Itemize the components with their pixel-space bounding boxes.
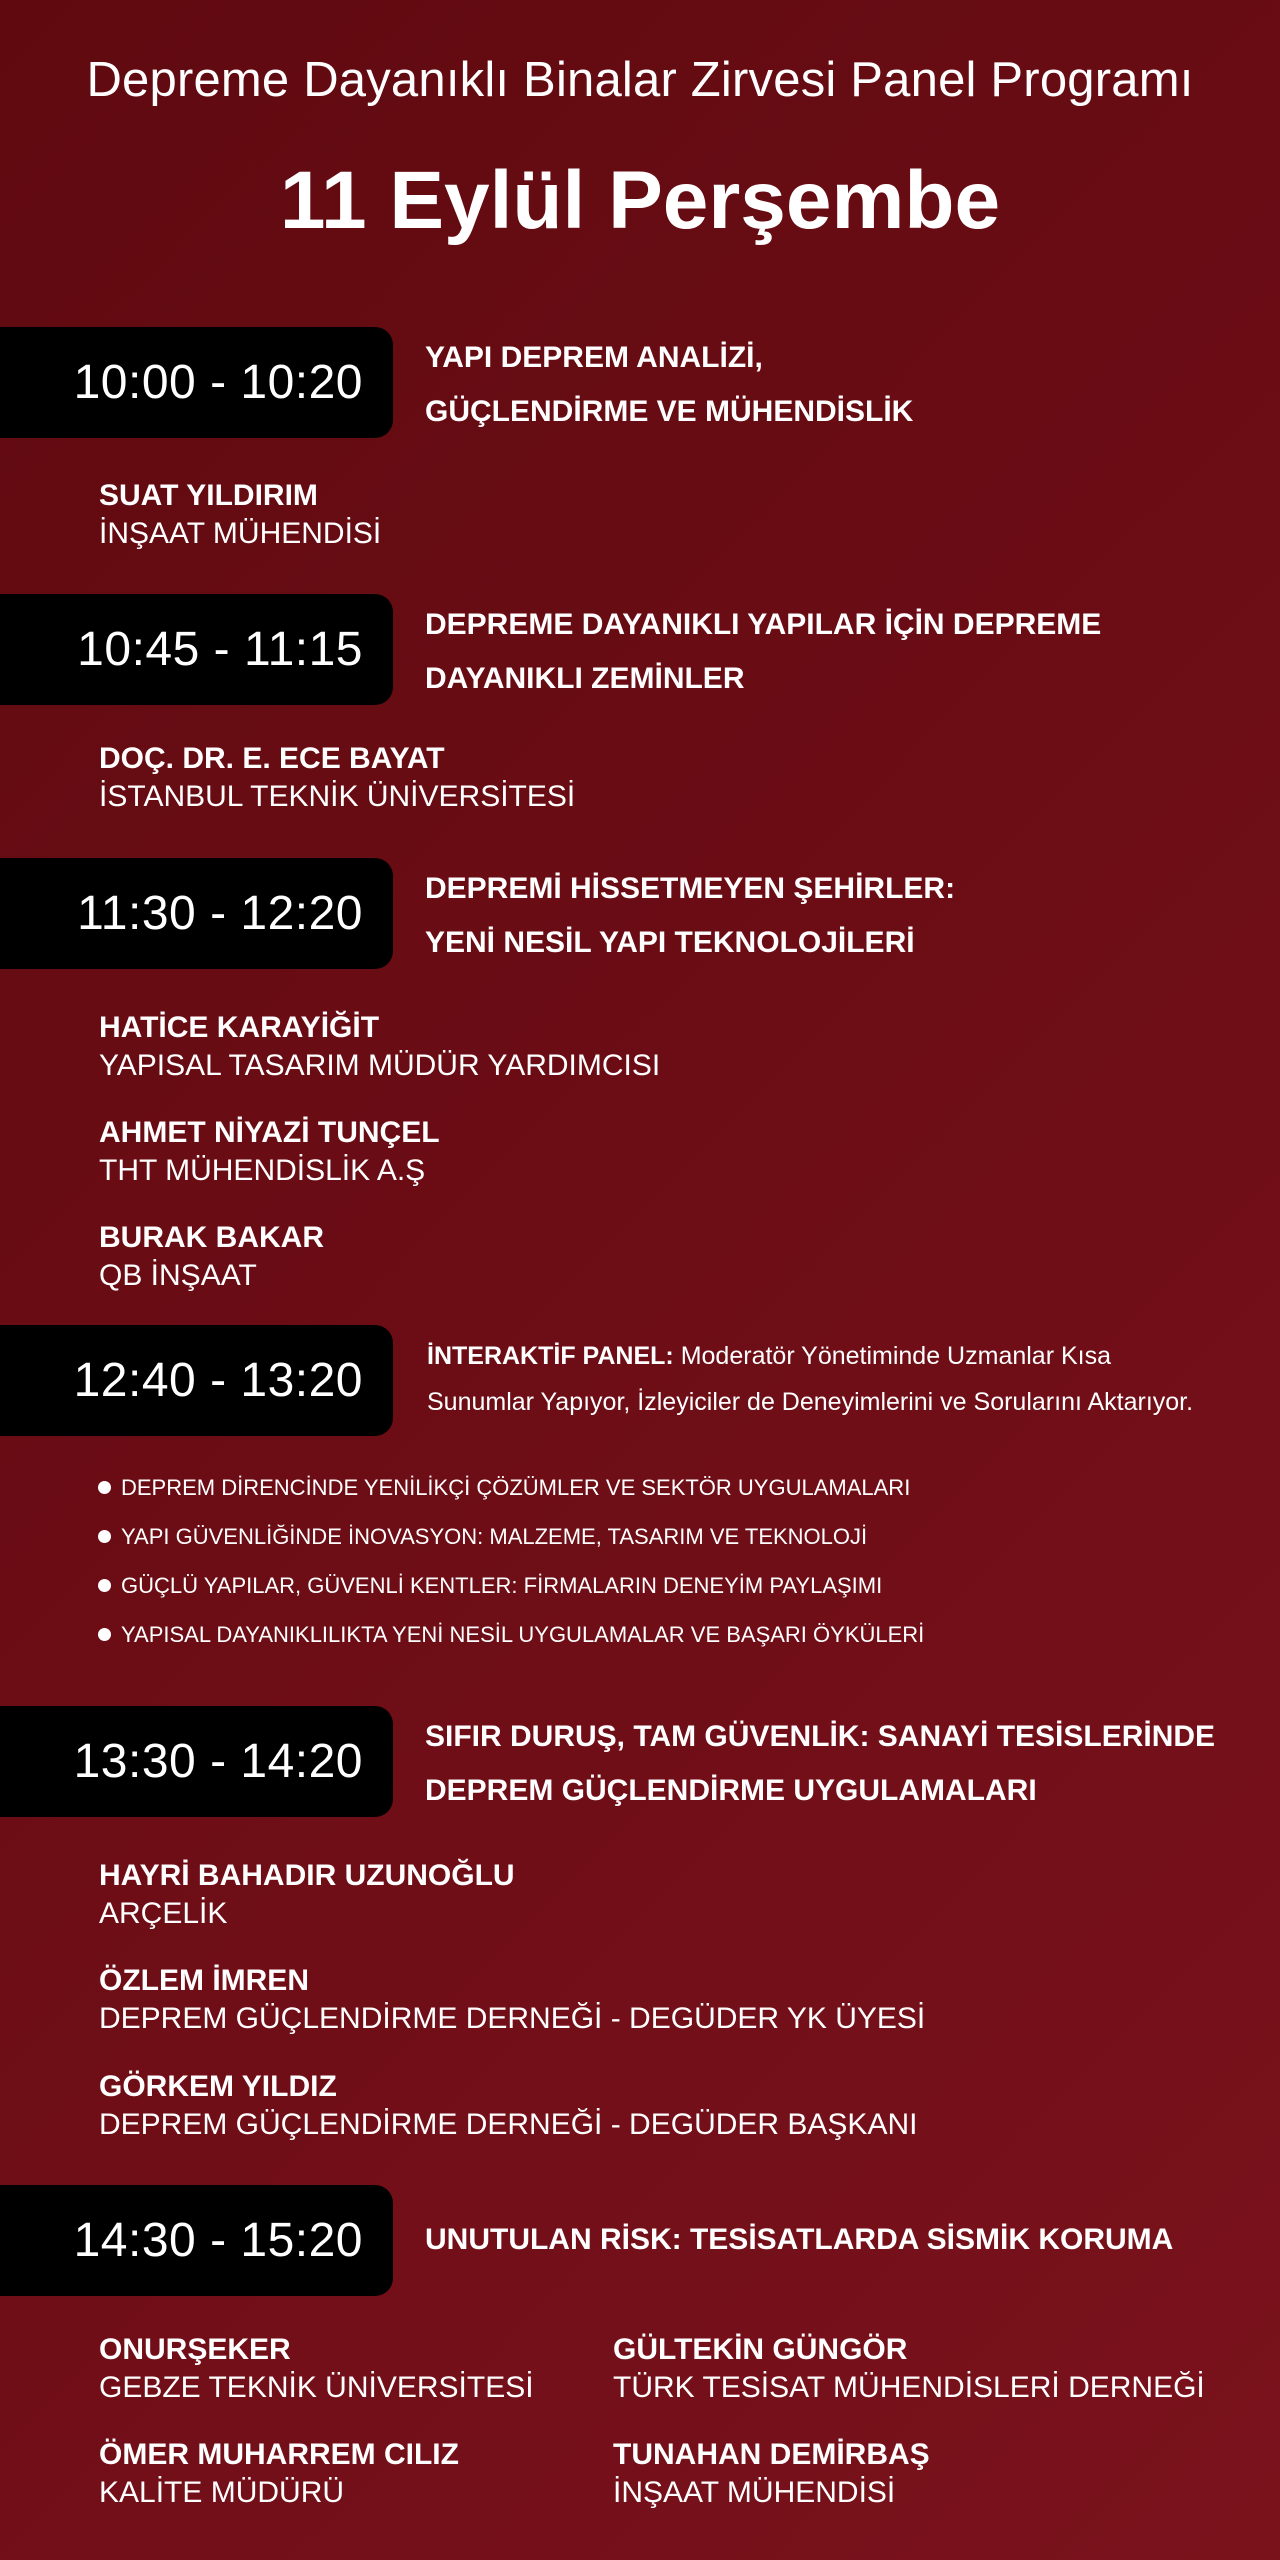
speaker-name: DOÇ. DR. E. ECE BAYAT — [99, 742, 445, 775]
bullet-icon — [98, 1579, 111, 1592]
panel-text-line2: Sunumlar Yapıyor, İzleyiciler de Deneyimlerini ve Sorularını Aktarıyor. — [427, 1388, 1194, 1416]
session-title — [425, 862, 1255, 970]
speaker — [99, 1857, 999, 1933]
speaker — [99, 740, 799, 816]
speaker-role: DEPREM GÜÇLENDİRME DERNEĞİ - DEGÜDER YK ÜYESİ — [99, 2002, 926, 2035]
session-title — [425, 2213, 1255, 2267]
panel-description — [427, 1333, 1267, 1425]
session-title-line: DEPREM GÜÇLENDİRME UYGULAMALARI — [425, 1774, 1037, 1807]
speaker-role: İNŞAAT MÜHENDİSİ — [613, 2476, 896, 2509]
speaker — [613, 2331, 1253, 2407]
speaker-name: GÖRKEM YILDIZ — [99, 2070, 337, 2103]
speaker — [99, 1219, 799, 1295]
speaker-role: QB İNŞAAT — [99, 1259, 257, 1292]
speaker-role: ARÇELİK — [99, 1897, 228, 1930]
panel-topics — [98, 1463, 1198, 1659]
speaker-name: ÖMER MUHARREM CILIZ — [99, 2438, 459, 2471]
topic-text: YAPI GÜVENLİĞİNDE İNOVASYON: MALZEME, TASARIM VE TEKNOLOJİ — [121, 1523, 868, 1549]
speaker — [99, 1114, 799, 1190]
speaker-role: TÜRK TESİSAT MÜHENDİSLERİ DERNEĞİ — [613, 2371, 1205, 2404]
session-title — [425, 598, 1255, 706]
speaker-role: YAPISAL TASARIM MÜDÜR YARDIMCISI — [99, 1049, 661, 1082]
session-title-line: UNUTULAN RİSK: TESİSATLARDA SİSMİK KORUMA — [425, 2223, 1174, 2256]
topic-text: YAPISAL DAYANIKLILIKTA YENİ NESİL UYGULAMALAR VE BAŞARI ÖYKÜLERİ — [121, 1621, 925, 1647]
topic-item — [98, 1463, 1198, 1512]
speaker-name: AHMET NİYAZİ TUNÇEL — [99, 1116, 440, 1149]
speaker-name: HAYRİ BAHADIR UZUNOĞLU — [99, 1859, 515, 1892]
speaker-role: KALİTE MÜDÜRÜ — [99, 2476, 345, 2509]
session-title-line: DAYANIKLI ZEMİNLER — [425, 662, 745, 695]
session-time: 14:30 - 15:20 — [0, 2185, 393, 2296]
speaker-name: BURAK BAKAR — [99, 1221, 324, 1254]
session-time: 12:40 - 13:20 — [0, 1325, 393, 1436]
bullet-icon — [98, 1628, 111, 1641]
session-title — [425, 331, 1255, 439]
speaker-role: DEPREM GÜÇLENDİRME DERNEĞİ - DEGÜDER BAŞKANI — [99, 2108, 918, 2141]
topic-item — [98, 1610, 1198, 1659]
panel-label: İNTERAKTİF PANEL: — [427, 1342, 674, 1370]
session-title-line: YENİ NESİL YAPI TEKNOLOJİLERİ — [425, 926, 915, 959]
topic-text: DEPREM DİRENCİNDE YENİLİKÇİ ÇÖZÜMLER VE SEKTÖR UYGULAMALARI — [121, 1474, 911, 1500]
speaker-name: SUAT YILDIRIM — [99, 479, 318, 512]
panel-text-line1: Moderatör Yönetiminde Uzmanlar Kısa — [680, 1342, 1112, 1370]
speaker — [99, 2436, 619, 2512]
speaker — [99, 1962, 999, 2038]
topic-item — [98, 1561, 1198, 1610]
bullet-icon — [98, 1530, 111, 1543]
session-title-line: GÜÇLENDİRME VE MÜHENDİSLİK — [425, 395, 914, 428]
speaker-role: İNŞAAT MÜHENDİSİ — [99, 517, 382, 550]
speaker-name: ÖZLEM İMREN — [99, 1964, 309, 1997]
session-time: 10:00 - 10:20 — [0, 327, 393, 438]
topic-item — [98, 1512, 1198, 1561]
speaker-name: ONURŞEKER — [99, 2333, 291, 2366]
session-time: 13:30 - 14:20 — [0, 1706, 393, 1817]
session-title-line: YAPI DEPREM ANALİZİ, — [425, 341, 763, 374]
speaker-name: TUNAHAN DEMİRBAŞ — [613, 2438, 930, 2471]
speaker-role: THT MÜHENDİSLİK A.Ş — [99, 1154, 426, 1187]
bullet-icon — [98, 1481, 111, 1494]
session-time: 10:45 - 11:15 — [0, 594, 393, 705]
session-title-line: DEPREME DAYANIKLI YAPILAR İÇİN DEPREME — [425, 608, 1102, 641]
speaker-name: GÜLTEKİN GÜNGÖR — [613, 2333, 908, 2366]
topic-text: GÜÇLÜ YAPILAR, GÜVENLİ KENTLER: FİRMALARIN DENEYİM PAYLAŞIMI — [121, 1572, 883, 1598]
page-title: Depreme Dayanıklı Binalar Zirvesi Panel Programı — [86, 53, 1194, 107]
speaker-name: HATİCE KARAYİĞİT — [99, 1011, 380, 1044]
speaker — [99, 477, 619, 553]
session-title-line: SIFIR DURUŞ, TAM GÜVENLİK: SANAYİ TESİSLERİNDE — [425, 1720, 1216, 1753]
speaker — [613, 2436, 1253, 2512]
speaker-role: GEBZE TEKNİK ÜNİVERSİTESİ — [99, 2371, 534, 2404]
session-time: 11:30 - 12:20 — [0, 858, 393, 969]
speaker — [99, 2331, 619, 2407]
event-date: 11 Eylül Perşembe — [279, 155, 1001, 246]
speaker — [99, 1009, 799, 1085]
speaker-role: İSTANBUL TEKNİK ÜNİVERSİTESİ — [99, 780, 576, 813]
session-title — [425, 1710, 1255, 1818]
speaker — [99, 2068, 999, 2144]
session-title-line: DEPREMİ HİSSETMEYEN ŞEHİRLER: — [425, 872, 956, 905]
